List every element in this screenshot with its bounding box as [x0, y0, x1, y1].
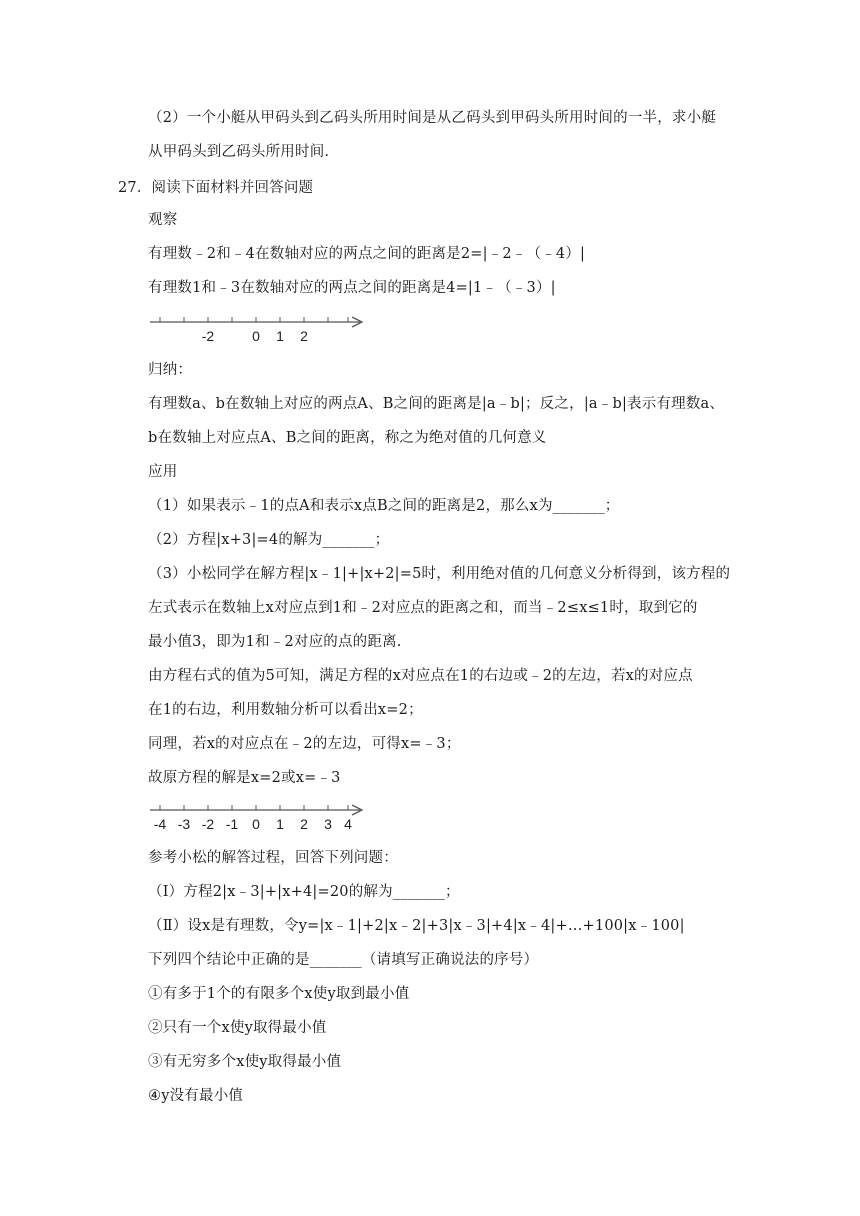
axis1-tick-label: 0 — [252, 328, 260, 344]
section-induce: 归纳： — [148, 362, 193, 378]
induce-line-1: 有理数a、b在数轴上对应的两点A、B之间的距离是|a﹣b|；反之，|a﹣b|表示有理数a、 — [148, 396, 725, 412]
section-observe: 观察 — [148, 212, 178, 228]
axis2-tick-label: -4 — [153, 816, 167, 832]
apply-q3-line-4: 由方程右式的值为5可知，满足方程的x对应点在1的右边或﹣2的左边，若x的对应点 — [148, 668, 693, 684]
choice-4: ④y没有最小值 — [148, 1088, 244, 1104]
section-apply: 应用 — [148, 464, 178, 480]
choice-1: ①有多于1个的有限多个x使y取到最小值 — [148, 986, 410, 1002]
apply-q3-line-1: （3）小松同学在解方程|x﹣1|+|x+2|=5时，利用绝对值的几何意义分析得到，该方程的 — [148, 566, 731, 582]
reference-q3: 下列四个结论中正确的是_______（请填写正确说法的序号） — [148, 952, 539, 968]
axis1-tick-label: -2 — [201, 328, 215, 344]
prev-question-line-2: 从甲码头到乙码头所用时间. — [148, 144, 330, 160]
axis1-tick-label: 2 — [300, 328, 308, 344]
number-line-2 — [148, 800, 368, 834]
apply-q1: （1）如果表示﹣1的点A和表示x点B之间的距离是2，那么x为_______； — [148, 498, 620, 514]
observe-line-1: 有理数﹣2和﹣4在数轴对应的两点之间的距离是2=|﹣2﹣（﹣4）| — [148, 246, 586, 262]
axis2-tick-label: -2 — [201, 816, 215, 832]
axis2-tick-label: -1 — [225, 816, 239, 832]
axis2-tick-label: 1 — [276, 816, 284, 832]
reference-intro: 参考小松的解答过程，回答下列问题： — [148, 850, 398, 866]
choice-3: ③有无穷多个x使y取得最小值 — [148, 1054, 342, 1070]
apply-q3-line-2: 左式表示在数轴上x对应点到1和﹣2对应点的距离之和，而当﹣2≤x≤1时，取到它的 — [148, 600, 698, 616]
axis2-tick-label: 0 — [252, 816, 260, 832]
choice-2: ②只有一个x使y取得最小值 — [148, 1020, 327, 1036]
apply-q2: （2）方程|x+3|=4的解为_______； — [148, 532, 390, 548]
apply-q3-line-6: 同理，若x的对应点在﹣2的左边，可得x=﹣3； — [148, 736, 461, 752]
reference-q1: （Ⅰ）方程2|x﹣3|+|x+4|=20的解为_______； — [148, 884, 460, 900]
apply-q3-line-7: 故原方程的解是x=2或x=﹣3 — [148, 770, 341, 786]
number-line-1 — [148, 310, 368, 344]
prev-question-line-1: （2）一个小艇从甲码头到乙码头所用时间是从乙码头到甲码头所用时间的一半，求小艇 — [148, 110, 717, 126]
reference-q2: （Ⅱ）设x是有理数，令y=|x﹣1|+2|x﹣2|+3|x﹣3|+4|x﹣4|+…+100|x﹣100| — [148, 918, 685, 934]
apply-q3-line-5: 在1的右边，利用数轴分析可以看出x=2； — [148, 702, 423, 718]
induce-line-2: b在数轴上对应点A、B之间的距离，称之为绝对值的几何意义 — [148, 430, 547, 446]
axis2-tick-label: -3 — [177, 816, 191, 832]
axis2-tick-label: 3 — [324, 816, 332, 832]
axis2-tick-label: 2 — [300, 816, 308, 832]
observe-line-2: 有理数1和﹣3在数轴对应的两点之间的距离是4=|1﹣（﹣3）| — [148, 280, 556, 296]
axis1-tick-label: 1 — [276, 328, 284, 344]
apply-q3-line-3: 最小值3，即为1和﹣2对应的点的距离. — [148, 634, 402, 650]
question-27-heading: 27．阅读下面材料并回答问题 — [118, 180, 314, 196]
axis2-tick-label: 4 — [344, 816, 352, 832]
